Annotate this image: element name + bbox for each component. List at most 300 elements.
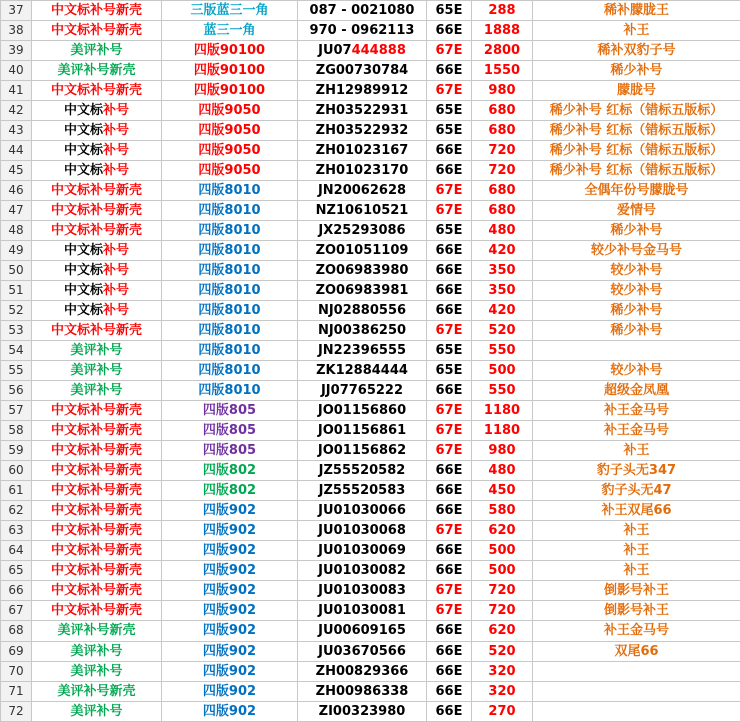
version-cell[interactable]: 四版8010 bbox=[162, 321, 298, 341]
serial-cell[interactable]: JU01030083 bbox=[298, 581, 427, 601]
row-header[interactable]: 42 bbox=[1, 101, 32, 121]
version-cell[interactable]: 四版802 bbox=[162, 481, 298, 501]
table-row bbox=[1, 541, 740, 561]
note-cell[interactable] bbox=[533, 341, 740, 361]
row-header[interactable]: 68 bbox=[1, 621, 32, 641]
row-header[interactable]: 58 bbox=[1, 421, 32, 441]
table-row bbox=[1, 241, 740, 261]
note-cell[interactable]: 豹子头无347 bbox=[533, 461, 740, 481]
row-header[interactable]: 37 bbox=[1, 1, 32, 21]
price-cell[interactable]: 480 bbox=[472, 461, 533, 481]
serial-prefix: JU07 bbox=[318, 43, 352, 59]
table-row bbox=[1, 141, 740, 161]
price-cell[interactable]: 680 bbox=[472, 201, 533, 221]
edition-cell[interactable]: 66E bbox=[427, 681, 472, 701]
edition-cell[interactable]: 66E bbox=[427, 281, 472, 301]
serial-cell[interactable]: JU01030066 bbox=[298, 501, 427, 521]
row-header[interactable]: 41 bbox=[1, 81, 32, 101]
serial-cell[interactable]: ZH01023170 bbox=[298, 161, 427, 181]
category-cell[interactable] bbox=[32, 241, 162, 261]
serial-cell[interactable]: JU01030068 bbox=[298, 521, 427, 541]
price-cell[interactable]: 580 bbox=[472, 501, 533, 521]
table-row bbox=[1, 41, 740, 61]
row-header[interactable]: 46 bbox=[1, 181, 32, 201]
note-cell[interactable]: 补王 bbox=[533, 21, 740, 41]
serial-cell[interactable]: JU00609165 bbox=[298, 621, 427, 641]
row-header[interactable]: 47 bbox=[1, 201, 32, 221]
serial-cell[interactable]: ZH00829366 bbox=[298, 661, 427, 681]
version-cell[interactable]: 四版8010 bbox=[162, 181, 298, 201]
category-cell[interactable]: 中文标补号新壳 bbox=[32, 581, 162, 601]
category-text: 中文标 bbox=[63, 263, 103, 279]
price-cell[interactable]: 520 bbox=[472, 321, 533, 341]
table-row bbox=[1, 601, 740, 621]
category-highlight: 补号 bbox=[103, 123, 130, 139]
note-cell[interactable]: 较少补号金马号 bbox=[533, 241, 740, 261]
edition-cell[interactable]: 67E bbox=[427, 601, 472, 621]
category-cell[interactable]: 美评补号新壳 bbox=[32, 621, 162, 641]
price-cell[interactable]: 288 bbox=[472, 1, 533, 21]
category-cell[interactable]: 美评补号 bbox=[32, 361, 162, 381]
category-cell[interactable]: 中文标补号新壳 bbox=[32, 401, 162, 421]
category-highlight: 补号 bbox=[103, 103, 130, 119]
version-cell[interactable]: 四版902 bbox=[162, 561, 298, 581]
price-cell[interactable]: 520 bbox=[472, 641, 533, 661]
table-row bbox=[1, 261, 740, 281]
category-cell[interactable]: 美评补号 bbox=[32, 341, 162, 361]
category-cell[interactable] bbox=[32, 261, 162, 281]
note-cell[interactable]: 补王 bbox=[533, 441, 740, 461]
price-cell[interactable]: 450 bbox=[472, 481, 533, 501]
serial-cell[interactable]: ZO06983980 bbox=[298, 261, 427, 281]
category-highlight: 补号 bbox=[103, 143, 130, 159]
price-cell[interactable]: 720 bbox=[472, 581, 533, 601]
table-row bbox=[1, 481, 740, 501]
version-cell[interactable]: 四版902 bbox=[162, 541, 298, 561]
price-cell[interactable]: 720 bbox=[472, 601, 533, 621]
price-cell[interactable]: 1550 bbox=[472, 61, 533, 81]
category-text: 中文标 bbox=[63, 303, 103, 319]
version-cell[interactable]: 四版902 bbox=[162, 701, 298, 721]
category-cell[interactable]: 美评补号新壳 bbox=[32, 61, 162, 81]
category-cell[interactable]: 中文标补号新壳 bbox=[32, 181, 162, 201]
row-header[interactable]: 49 bbox=[1, 241, 32, 261]
row-header[interactable]: 65 bbox=[1, 561, 32, 581]
serial-cell[interactable]: JJ07765222 bbox=[298, 381, 427, 401]
version-cell[interactable]: 四版9050 bbox=[162, 121, 298, 141]
category-cell[interactable]: 美评补号 bbox=[32, 661, 162, 681]
note-cell[interactable]: 较少补号 bbox=[533, 361, 740, 381]
category-cell[interactable]: 中文标补号新壳 bbox=[32, 461, 162, 481]
serial-cell[interactable]: JU01030081 bbox=[298, 601, 427, 621]
serial-cell[interactable]: ZH00986338 bbox=[298, 681, 427, 701]
serial-cell[interactable]: JU03670566 bbox=[298, 641, 427, 661]
note-cell[interactable]: 稀补朦胧王 bbox=[533, 1, 740, 21]
price-cell[interactable]: 620 bbox=[472, 621, 533, 641]
edition-cell[interactable]: 67E bbox=[427, 41, 472, 61]
category-cell[interactable] bbox=[32, 281, 162, 301]
price-cell[interactable]: 420 bbox=[472, 241, 533, 261]
serial-cell[interactable]: ZG00730784 bbox=[298, 61, 427, 81]
table-row bbox=[1, 301, 740, 321]
edition-cell[interactable]: 65E bbox=[427, 1, 472, 21]
row-header[interactable]: 53 bbox=[1, 321, 32, 341]
row-header[interactable]: 60 bbox=[1, 461, 32, 481]
edition-cell[interactable]: 66E bbox=[427, 241, 472, 261]
table-row bbox=[1, 361, 740, 381]
edition-cell[interactable]: 66E bbox=[427, 641, 472, 661]
serial-cell[interactable]: JN20062628 bbox=[298, 181, 427, 201]
edition-cell[interactable]: 66E bbox=[427, 621, 472, 641]
serial-cell[interactable]: ZK12884444 bbox=[298, 361, 427, 381]
note-cell[interactable]: 倒影号补王 bbox=[533, 581, 740, 601]
category-cell[interactable]: 美评补号 bbox=[32, 381, 162, 401]
category-cell[interactable]: 美评补号 bbox=[32, 641, 162, 661]
table-row bbox=[1, 61, 740, 81]
table-row bbox=[1, 501, 740, 521]
serial-cell[interactable]: ZO01051109 bbox=[298, 241, 427, 261]
note-cell[interactable]: 爱情号 bbox=[533, 201, 740, 221]
category-highlight: 补号 bbox=[103, 263, 130, 279]
price-cell[interactable]: 680 bbox=[472, 121, 533, 141]
table-row bbox=[1, 701, 740, 721]
price-cell[interactable]: 320 bbox=[472, 661, 533, 681]
edition-cell[interactable]: 66E bbox=[427, 61, 472, 81]
price-cell[interactable]: 720 bbox=[472, 141, 533, 161]
version-cell[interactable]: 四版902 bbox=[162, 681, 298, 701]
category-cell[interactable]: 中文标补号新壳 bbox=[32, 201, 162, 221]
note-cell[interactable]: 补王 bbox=[533, 521, 740, 541]
note-cell[interactable]: 稀少补号 bbox=[533, 61, 740, 81]
table-row bbox=[1, 661, 740, 681]
edition-cell[interactable]: 67E bbox=[427, 201, 472, 221]
edition-cell[interactable]: 65E bbox=[427, 221, 472, 241]
note-cell[interactable]: 补王金马号 bbox=[533, 621, 740, 641]
edition-cell[interactable]: 66E bbox=[427, 501, 472, 521]
row-header[interactable]: 51 bbox=[1, 281, 32, 301]
row-header[interactable]: 44 bbox=[1, 141, 32, 161]
serial-cell[interactable]: ZI00323980 bbox=[298, 701, 427, 721]
version-cell[interactable]: 四版9050 bbox=[162, 161, 298, 181]
note-cell[interactable]: 稀少补号 bbox=[533, 301, 740, 321]
spreadsheet-body bbox=[1, 1, 740, 722]
price-cell[interactable]: 620 bbox=[472, 521, 533, 541]
row-header[interactable]: 39 bbox=[1, 41, 32, 61]
category-cell[interactable]: 中文标补号新壳 bbox=[32, 21, 162, 41]
price-cell[interactable]: 680 bbox=[472, 181, 533, 201]
category-text: 中文标 bbox=[63, 163, 103, 179]
edition-cell[interactable]: 67E bbox=[427, 421, 472, 441]
table-row bbox=[1, 341, 740, 361]
price-cell[interactable]: 270 bbox=[472, 701, 533, 721]
category-cell[interactable] bbox=[32, 141, 162, 161]
version-cell[interactable]: 四版805 bbox=[162, 421, 298, 441]
row-header[interactable]: 70 bbox=[1, 661, 32, 681]
version-cell[interactable]: 四版8010 bbox=[162, 301, 298, 321]
edition-cell[interactable]: 67E bbox=[427, 521, 472, 541]
version-cell[interactable]: 四版805 bbox=[162, 401, 298, 421]
note-cell[interactable]: 稀少补号 bbox=[533, 221, 740, 241]
note-cell[interactable]: 倒影号补王 bbox=[533, 601, 740, 621]
note-cell[interactable]: 朦胧号 bbox=[533, 81, 740, 101]
table-row bbox=[1, 581, 740, 601]
edition-cell[interactable]: 67E bbox=[427, 81, 472, 101]
row-header[interactable]: 40 bbox=[1, 61, 32, 81]
edition-cell[interactable]: 66E bbox=[427, 381, 472, 401]
category-cell[interactable]: 中文标补号新壳 bbox=[32, 81, 162, 101]
serial-suffix: 444888 bbox=[351, 43, 406, 59]
edition-cell[interactable]: 66E bbox=[427, 561, 472, 581]
price-cell[interactable]: 550 bbox=[472, 341, 533, 361]
serial-cell[interactable]: JU01030082 bbox=[298, 561, 427, 581]
version-cell[interactable]: 四版9050 bbox=[162, 141, 298, 161]
category-text: 中文标 bbox=[63, 123, 103, 139]
price-cell[interactable]: 500 bbox=[472, 361, 533, 381]
category-highlight: 补号 bbox=[103, 283, 130, 299]
serial-cell[interactable] bbox=[298, 41, 427, 61]
table-row bbox=[1, 561, 740, 581]
price-cell[interactable]: 680 bbox=[472, 101, 533, 121]
version-cell[interactable]: 四版8010 bbox=[162, 221, 298, 241]
note-cell[interactable]: 补王 bbox=[533, 561, 740, 581]
edition-cell[interactable]: 66E bbox=[427, 541, 472, 561]
note-cell[interactable]: 双尾66 bbox=[533, 641, 740, 661]
table-row bbox=[1, 641, 740, 661]
version-cell[interactable]: 四版902 bbox=[162, 581, 298, 601]
note-cell[interactable]: 全偶年份号朦胧号 bbox=[533, 181, 740, 201]
note-cell[interactable]: 豹子头无47 bbox=[533, 481, 740, 501]
table-row bbox=[1, 381, 740, 401]
serial-cell[interactable]: 087 - 0021080 bbox=[298, 1, 427, 21]
row-header[interactable]: 57 bbox=[1, 401, 32, 421]
row-header[interactable]: 48 bbox=[1, 221, 32, 241]
note-cell[interactable]: 补王 bbox=[533, 541, 740, 561]
version-cell[interactable]: 四版8010 bbox=[162, 261, 298, 281]
table-row bbox=[1, 521, 740, 541]
price-cell[interactable]: 420 bbox=[472, 301, 533, 321]
serial-cell[interactable]: ZH03522932 bbox=[298, 121, 427, 141]
edition-cell[interactable]: 65E bbox=[427, 361, 472, 381]
note-cell[interactable]: 稀少补号 红标（错标五版标） bbox=[533, 161, 740, 181]
version-cell[interactable]: 四版902 bbox=[162, 501, 298, 521]
version-cell[interactable]: 四版802 bbox=[162, 461, 298, 481]
version-cell[interactable]: 四版8010 bbox=[162, 281, 298, 301]
version-cell[interactable]: 四版8010 bbox=[162, 361, 298, 381]
row-header[interactable]: 62 bbox=[1, 501, 32, 521]
version-cell[interactable]: 四版9050 bbox=[162, 101, 298, 121]
price-cell[interactable]: 1180 bbox=[472, 401, 533, 421]
table-row bbox=[1, 321, 740, 341]
row-header[interactable]: 67 bbox=[1, 601, 32, 621]
category-cell[interactable]: 中文标补号新壳 bbox=[32, 421, 162, 441]
table-row bbox=[1, 101, 740, 121]
table-row bbox=[1, 161, 740, 181]
edition-cell[interactable]: 66E bbox=[427, 701, 472, 721]
category-cell[interactable]: 中文标补号新壳 bbox=[32, 501, 162, 521]
note-cell[interactable]: 稀补双豹子号 bbox=[533, 41, 740, 61]
price-cell[interactable]: 720 bbox=[472, 161, 533, 181]
serial-cell[interactable]: JZ55520583 bbox=[298, 481, 427, 501]
note-cell[interactable] bbox=[533, 701, 740, 721]
row-header[interactable]: 56 bbox=[1, 381, 32, 401]
price-cell[interactable]: 320 bbox=[472, 681, 533, 701]
category-cell[interactable]: 美评补号新壳 bbox=[32, 681, 162, 701]
serial-cell[interactable]: JX25293086 bbox=[298, 221, 427, 241]
category-cell[interactable] bbox=[32, 301, 162, 321]
edition-cell[interactable]: 66E bbox=[427, 161, 472, 181]
serial-cell[interactable]: NJ00386250 bbox=[298, 321, 427, 341]
category-cell[interactable]: 中文标补号新壳 bbox=[32, 481, 162, 501]
row-header[interactable]: 43 bbox=[1, 121, 32, 141]
version-cell[interactable]: 四版90100 bbox=[162, 81, 298, 101]
price-cell[interactable]: 350 bbox=[472, 281, 533, 301]
price-cell[interactable]: 500 bbox=[472, 561, 533, 581]
category-cell[interactable]: 中文标补号新壳 bbox=[32, 541, 162, 561]
version-cell[interactable]: 四版902 bbox=[162, 601, 298, 621]
table-row bbox=[1, 281, 740, 301]
row-header[interactable]: 55 bbox=[1, 361, 32, 381]
row-header[interactable]: 63 bbox=[1, 521, 32, 541]
note-cell[interactable] bbox=[533, 681, 740, 701]
edition-cell[interactable]: 66E bbox=[427, 661, 472, 681]
category-highlight: 补号 bbox=[103, 163, 130, 179]
category-cell[interactable]: 中文标补号新壳 bbox=[32, 1, 162, 21]
edition-cell[interactable]: 66E bbox=[427, 301, 472, 321]
serial-cell[interactable]: 970 - 0962113 bbox=[298, 21, 427, 41]
category-cell[interactable]: 中文标补号新壳 bbox=[32, 441, 162, 461]
price-cell[interactable]: 350 bbox=[472, 261, 533, 281]
category-cell[interactable]: 中文标补号新壳 bbox=[32, 321, 162, 341]
category-cell[interactable] bbox=[32, 161, 162, 181]
edition-cell[interactable]: 67E bbox=[427, 581, 472, 601]
note-cell[interactable]: 稀少补号 红标（错标五版标） bbox=[533, 141, 740, 161]
row-header[interactable]: 71 bbox=[1, 681, 32, 701]
category-cell[interactable]: 中文标补号新壳 bbox=[32, 601, 162, 621]
table-row bbox=[1, 1, 740, 21]
category-cell[interactable]: 中文标补号新壳 bbox=[32, 221, 162, 241]
category-cell[interactable]: 美评补号 bbox=[32, 701, 162, 721]
category-highlight: 补号 bbox=[103, 243, 130, 259]
row-header[interactable]: 64 bbox=[1, 541, 32, 561]
price-cell[interactable]: 980 bbox=[472, 81, 533, 101]
serial-cell[interactable]: ZH01023167 bbox=[298, 141, 427, 161]
table-row bbox=[1, 621, 740, 641]
serial-cell[interactable]: NZ10610521 bbox=[298, 201, 427, 221]
edition-cell[interactable]: 67E bbox=[427, 441, 472, 461]
note-cell[interactable]: 补王金马号 bbox=[533, 421, 740, 441]
serial-cell[interactable]: JO01156862 bbox=[298, 441, 427, 461]
serial-cell[interactable]: ZH03522931 bbox=[298, 101, 427, 121]
category-cell[interactable] bbox=[32, 121, 162, 141]
version-cell[interactable]: 四版8010 bbox=[162, 201, 298, 221]
serial-cell[interactable]: JO01156860 bbox=[298, 401, 427, 421]
version-cell[interactable]: 四版8010 bbox=[162, 381, 298, 401]
category-cell[interactable]: 中文标补号新壳 bbox=[32, 561, 162, 581]
edition-cell[interactable]: 65E bbox=[427, 341, 472, 361]
price-cell[interactable]: 550 bbox=[472, 381, 533, 401]
table-row bbox=[1, 681, 740, 701]
version-cell[interactable]: 四版90100 bbox=[162, 61, 298, 81]
note-cell[interactable]: 超级金凤凰 bbox=[533, 381, 740, 401]
table-row bbox=[1, 421, 740, 441]
serial-cell[interactable]: JU01030069 bbox=[298, 541, 427, 561]
edition-cell[interactable]: 66E bbox=[427, 461, 472, 481]
row-header[interactable]: 61 bbox=[1, 481, 32, 501]
category-text: 中文标 bbox=[63, 283, 103, 299]
edition-cell[interactable]: 65E bbox=[427, 121, 472, 141]
edition-cell[interactable]: 66E bbox=[427, 21, 472, 41]
row-header[interactable]: 50 bbox=[1, 261, 32, 281]
table-row bbox=[1, 221, 740, 241]
edition-cell[interactable]: 67E bbox=[427, 181, 472, 201]
price-cell[interactable]: 2800 bbox=[472, 41, 533, 61]
price-cell[interactable]: 500 bbox=[472, 541, 533, 561]
edition-cell[interactable]: 66E bbox=[427, 261, 472, 281]
row-header[interactable]: 69 bbox=[1, 641, 32, 661]
price-cell[interactable]: 480 bbox=[472, 221, 533, 241]
serial-cell[interactable]: ZO06983981 bbox=[298, 281, 427, 301]
category-cell[interactable]: 中文标补号新壳 bbox=[32, 521, 162, 541]
version-cell[interactable]: 四版902 bbox=[162, 521, 298, 541]
serial-cell[interactable]: JZ55520582 bbox=[298, 461, 427, 481]
row-header[interactable]: 66 bbox=[1, 581, 32, 601]
table-row bbox=[1, 121, 740, 141]
version-cell[interactable]: 四版902 bbox=[162, 621, 298, 641]
version-cell[interactable]: 四版902 bbox=[162, 661, 298, 681]
version-cell[interactable]: 蓝三一角 bbox=[162, 21, 298, 41]
table-row bbox=[1, 21, 740, 41]
note-cell[interactable]: 稀少补号 bbox=[533, 321, 740, 341]
serial-cell[interactable]: JO01156861 bbox=[298, 421, 427, 441]
edition-cell[interactable]: 67E bbox=[427, 321, 472, 341]
note-cell[interactable]: 稀少补号 红标（错标五版标） bbox=[533, 101, 740, 121]
version-cell[interactable]: 四版805 bbox=[162, 441, 298, 461]
serial-cell[interactable]: ZH12989912 bbox=[298, 81, 427, 101]
note-cell[interactable]: 补王金马号 bbox=[533, 401, 740, 421]
version-cell[interactable]: 三版蓝三一角 bbox=[162, 1, 298, 21]
edition-cell[interactable]: 65E bbox=[427, 101, 472, 121]
serial-cell[interactable]: JN22396555 bbox=[298, 341, 427, 361]
row-header[interactable]: 38 bbox=[1, 21, 32, 41]
category-highlight: 补号 bbox=[103, 303, 130, 319]
category-cell[interactable] bbox=[32, 101, 162, 121]
note-cell[interactable] bbox=[533, 661, 740, 681]
row-header[interactable]: 52 bbox=[1, 301, 32, 321]
edition-cell[interactable]: 66E bbox=[427, 141, 472, 161]
price-cell[interactable]: 1888 bbox=[472, 21, 533, 41]
edition-cell[interactable]: 67E bbox=[427, 401, 472, 421]
row-header[interactable]: 72 bbox=[1, 701, 32, 721]
price-cell[interactable]: 980 bbox=[472, 441, 533, 461]
version-cell[interactable]: 四版902 bbox=[162, 641, 298, 661]
row-header[interactable]: 45 bbox=[1, 161, 32, 181]
note-cell[interactable]: 补王双尾66 bbox=[533, 501, 740, 521]
version-cell[interactable]: 四版90100 bbox=[162, 41, 298, 61]
row-header[interactable]: 54 bbox=[1, 341, 32, 361]
edition-cell[interactable]: 66E bbox=[427, 481, 472, 501]
note-cell[interactable]: 稀少补号 红标（错标五版标） bbox=[533, 121, 740, 141]
note-cell[interactable]: 较少补号 bbox=[533, 281, 740, 301]
version-cell[interactable]: 四版8010 bbox=[162, 241, 298, 261]
note-cell[interactable]: 较少补号 bbox=[533, 261, 740, 281]
category-text: 中文标 bbox=[63, 103, 103, 119]
version-cell[interactable]: 四版8010 bbox=[162, 341, 298, 361]
serial-cell[interactable]: NJ02880556 bbox=[298, 301, 427, 321]
category-cell[interactable]: 美评补号 bbox=[32, 41, 162, 61]
row-header[interactable]: 59 bbox=[1, 441, 32, 461]
table-row bbox=[1, 441, 740, 461]
price-cell[interactable]: 1180 bbox=[472, 421, 533, 441]
